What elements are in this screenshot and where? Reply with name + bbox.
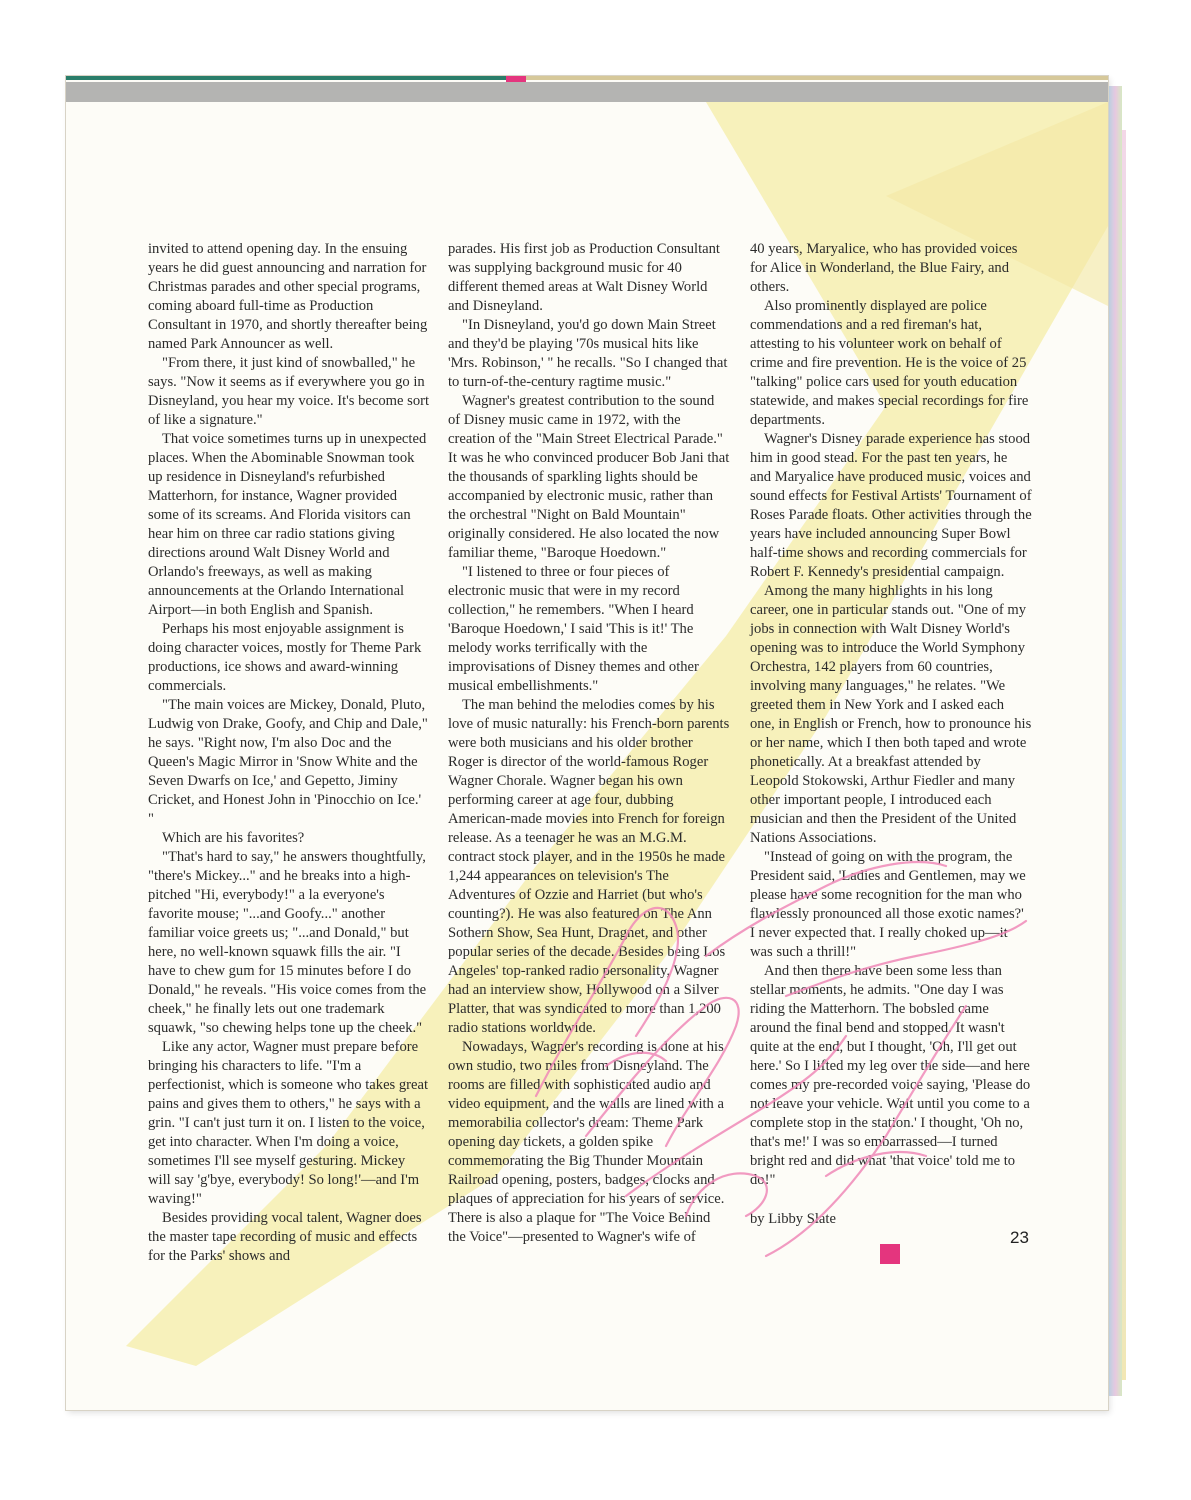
magazine-page	[66, 76, 1108, 1410]
paragraph: Among the many highlights in his long career, one in particular stands out. "One of my jobs in connection with Walt Disney World's opening was to introduce the World Symphony Orchestra, 142 players from 60 countries, involving many languages," he relates. "We greeted them in New York and I asked each one, in English or French, how to pronounce his or her name, which I then both taped and wrote phonetically. At a breakfast attended by Leopold Stokowski, Arthur Fiedler and many other important people, I introduced each musician and then the President of the United Nations Associations.	[750, 583, 1032, 846]
paragraph: Which are his favorites?	[162, 830, 305, 846]
byline: by Libby Slate	[750, 1211, 836, 1227]
paragraph: Wagner's Disney parade experience has stood him in good stead. For the past ten years, he and Maryalice have produced music, voices and sound effects for Festival Artists' Tournament of Roses Parade floats. Other activities through the years have included announcing Super Bowl half-time shows and recording commercials for Robert F. Kennedy's presidential campaign.	[750, 431, 1032, 580]
paragraph: Besides providing vocal talent, Wagner does the master tape recording of music and effects for the Parks' shows and	[148, 1210, 422, 1264]
paragraph: "That's hard to say," he answers thoughtfully, "there's Mickey..." and he breaks into a high-pitched "Hi, everybody!" a la everyone's favorite mouse; "...and Goofy..." another familiar voice greets us; "...and Donald," but here, no well-known squawk fills the air. "I have to chew gum for 15 minutes before I do Donald," he reveals. "His voice comes from the cheek," he finally lets out one trademark squawk, "so chewing helps tone up the cheek."	[148, 849, 427, 1036]
paragraph: Also prominently displayed are police commendations and a red fireman's hat, attesting to his volunteer work on behalf of crime and fire prevention. He is the voice of 25 "talking" police cars used for youth education statewide, and makes special recordings for fire departments.	[750, 298, 1029, 428]
paragraph: Wagner's greatest contribution to the sound of Disney music came in 1972, with the creation of the "Main Street Electrical Parade." It was he who convinced producer Bob Jani that the thousands of sparkling lights should be accompanied by electronic music, rather than the orchestral "Night on Bald Mountain" originally considered. He also located the now familiar theme, "Baroque Hoedown."	[448, 393, 730, 561]
handwritten-signature	[66, 76, 1108, 1410]
paragraph: The man behind the melodies comes by his love of music naturally: his French-born parents were both musicians and his older brother Roger is director of the world-famous Roger Wagner Chorale. Wagner began his own performing career at age four, dubbing American-made movies into French for foreign release. As a teenager he was an M.G.M. contract stock player, and in the 1950s he made 1,244 appearances on television's The Adventures of Ozzie and Harriet (but who's counting?). He was also featured on The Ann Sothern Show, Sea Hunt, Dragnet, and other popular series of the decade. Besides being Los Angeles' top-ranked radio personality, Wagner had an interview show, Hollywood on a Silver Platter, that was syndicated to more than 1,200 radio stations worldwide.	[448, 697, 730, 1036]
paragraph: And then there have been some less than stellar moments, he admits. "One day I was riding the Matterhorn. The bobsled came around the final bend and stopped. It wasn't quite at the end, but I thought, 'Oh, I'll get out here.' So I lifted my leg over the side—and here comes my pre-recorded voice saying, 'Please do not leave your vehicle. Wait until you come to a complete stop in the station.' I thought, 'Oh no, that's me!' I was so embarrassed—I turned bright red and did what 'that voice' told me to do!"	[750, 963, 1031, 1188]
paragraph: Like any actor, Wagner must prepare before bringing his characters to life. "I'm a perfectionist, which is someone who takes great pains and gives them to others," he says with a grin. "I can't just turn it on. I listen to the voice, get into character. When I'm doing a voice, sometimes I'll see myself gesturing. Mickey will say 'g'bye, everybody! So long!'—and I'm waving!"	[148, 1039, 429, 1207]
paragraph: invited to attend opening day. In the ensuing years he did guest announcing and narration for Christmas parades and other special programs, coming aboard full-time as Production Consultant in 1970, and shortly thereafter being named Park Announcer as well.	[148, 241, 428, 352]
page-number: 23	[1010, 1228, 1029, 1247]
end-mark-square	[880, 1244, 900, 1264]
paragraph: That voice sometimes turns up in unexpected places. When the Abominable Snowman took up residence in Disneyland's refurbished Matterhorn, for instance, Wagner provided some of its screams. And Florida visitors can hear him on three car radio stations giving directions around Walt Disney World and Orlando's freeways, as well as making announcements at the Orlando International Airport—in both English and Spanish.	[148, 431, 427, 618]
paragraph: Nowadays, Wagner's recording is done at his own studio, two miles from Disneyland. The rooms are filled with sophisticated audio and video equipment, and the walls are lined with a memorabilia collector's dream: Theme Park opening day tickets, a golden spike commemorating the Big Thunder Mountain Railroad opening, posters, badges, clocks and plaques of appreciation for his years of service. There is also a plaque for "The Voice Behind the Voice"—presented to Wagner's wife of	[448, 1039, 725, 1245]
paragraph: 40 years, Maryalice, who has provided voices for Alice in Wonderland, the Blue Fairy, and others.	[750, 241, 1018, 295]
paragraph: parades. His first job as Production Consultant was supplying background music for 40 different themed areas at Walt Disney World and Disneyland.	[448, 241, 720, 314]
paragraph: "In Disneyland, you'd go down Main Street and they'd be playing '70s musical hits like 'Mrs. Robinson,' " he recalls. "So I changed that to turn-of-the-century ragtime music."	[448, 317, 728, 390]
paragraph: "The main voices are Mickey, Donald, Pluto, Ludwig von Drake, Goofy, and Chip and Dale," he says. "Right now, I'm also Doc and the Queen's Magic Mirror in 'Snow White and the Seven Dwarfs on Ice,' and Gepetto, Jiminy Cricket, and Honest John in 'Pinocchio on Ice.' "	[148, 697, 428, 827]
paragraph: "Instead of going on with the program, the President said, 'Ladies and Gentlemen, may we please have some recognition for the man who flawlessly pronounced all those exotic names?' I never expected that. I really choked up—it was such a thrill!"	[750, 849, 1026, 960]
paragraph: "From there, it just kind of snowballed," he says. "Now it seems as if everywhere you go in Disneyland, you hear my voice. It's become sort of like a signature."	[148, 355, 430, 428]
paragraph: Perhaps his most enjoyable assignment is doing character voices, mostly for Theme Park productions, ice shows and award-winning commercials.	[148, 621, 422, 694]
paragraph: "I listened to three or four pieces of electronic music that were in my record collection," he remembers. "When I heard 'Baroque Hoedown,' I said 'This is it!' The melody works terrifically with the improvisations of Disney themes and other musical embellishments."	[448, 564, 699, 694]
